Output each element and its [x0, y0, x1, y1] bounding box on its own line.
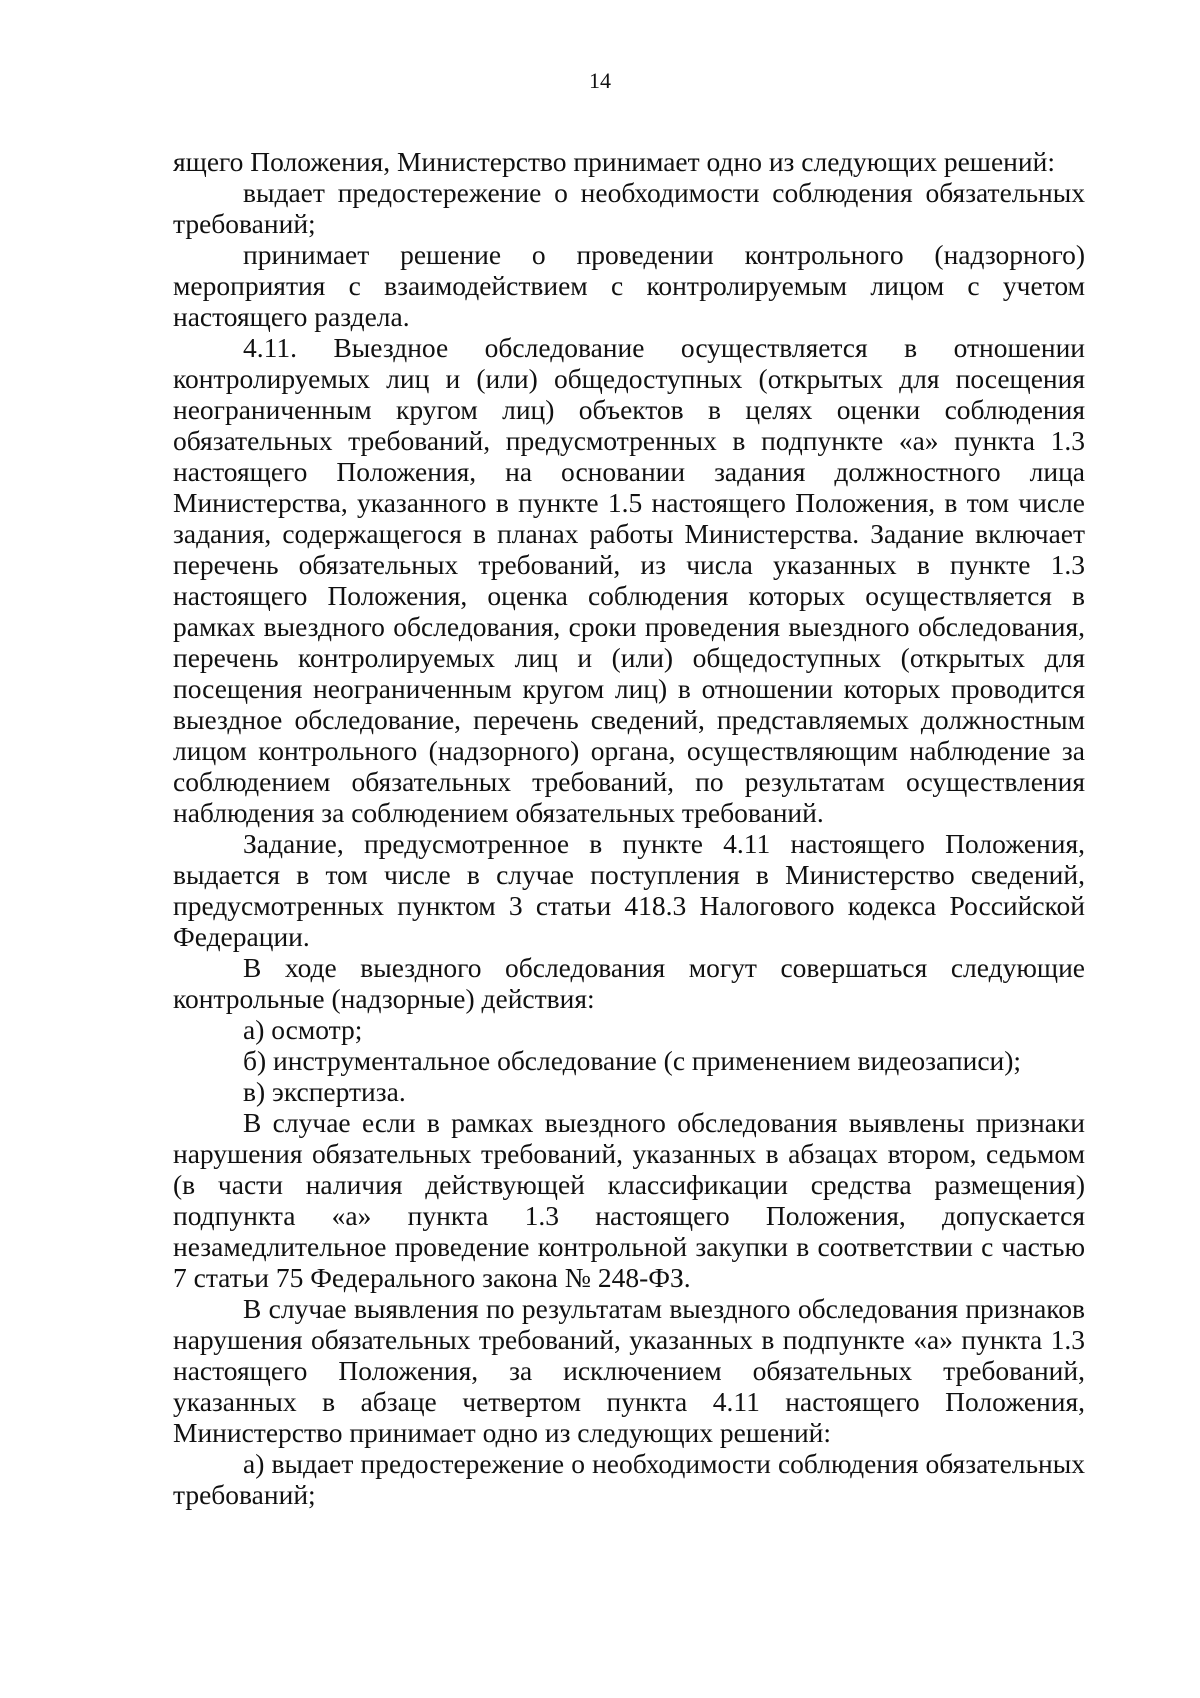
- paragraph: выдает предостережение о необходимости соблюдения обязательных требований;: [173, 177, 1085, 239]
- paragraph: принимает решение о проведении контрольного (надзорного) мероприятия с взаимодействием с контролируемым лицом с учетом настоящего раздела.: [173, 239, 1085, 332]
- page-number: 14: [589, 68, 611, 93]
- paragraph: В случае если в рамках выездного обследования выявлены признаки нарушения обязательных требований, указанных в абзацах втором, седьмом (в части наличия действующей классификации средства размещения) подпункта «а» пункта 1.3 настоящего Положения, допускается незамедлительное проведение контрольной закупки в соответствии с частью 7 статьи 75 Федерального закона № 248-ФЗ.: [173, 1107, 1085, 1293]
- paragraph: 4.11. Выездное обследование осуществляется в отношении контролируемых лиц и (или) общедоступных (открытых для посещения неограниченным кругом лиц) объектов в целях оценки соблюдения обязательных требований, предусмотренных в подпункте «а» пункта 1.3 настоящего Положения, на основании задания должностного лица Министерства, указанного в пункте 1.5 настоящего Положения, в том числе задания, содержащегося в планах работы Министерства. Задание включает перечень обязательных требований, из числа указанных в пункте 1.3 настоящего Положения, оценка соблюдения которых осуществляется в рамках выездного обследования, сроки проведения выездного обследования, перечень контролируемых лиц и (или) общедоступных (открытых для посещения неограниченным кругом лиц) в отношении которых проводится выездное обследование, перечень сведений, представляемых должностным лицом контрольного (надзорного) органа, осуществляющим наблюдение за соблюдением обязательных требований, по результатам осуществления наблюдения за соблюдением обязательных требований.: [173, 332, 1085, 828]
- list-item: а) выдает предостережение о необходимости соблюдения обязательных требований;: [173, 1448, 1085, 1510]
- list-item: б) инструментальное обследование (с применением видеозаписи);: [243, 1045, 1022, 1076]
- paragraph: В случае выявления по результатам выездного обследования признаков нарушения обязательных требований, указанных в подпункте «а» пункта 1.3 настоящего Положения, за исключением обязательных требований, указанных в абзаце четвертом пункта 4.11 настоящего Положения, Министерство принимает одно из следующих решений:: [173, 1293, 1085, 1448]
- list-item: а) осмотр;: [243, 1014, 363, 1045]
- list-item: в) экспертиза.: [243, 1076, 406, 1107]
- paragraph: Задание, предусмотренное в пункте 4.11 настоящего Положения, выдается в том числе в случае поступления в Министерство сведений, предусмотренных пунктом 3 статьи 418.3 Налогового кодекса Российской Федерации.: [173, 828, 1085, 952]
- paragraph: В ходе выездного обследования могут совершаться следующие контрольные (надзорные) действия:: [173, 952, 1085, 1014]
- paragraph: ящего Положения, Министерство принимает одно из следующих решений:: [173, 146, 1055, 177]
- document-body: [173, 146, 1085, 1510]
